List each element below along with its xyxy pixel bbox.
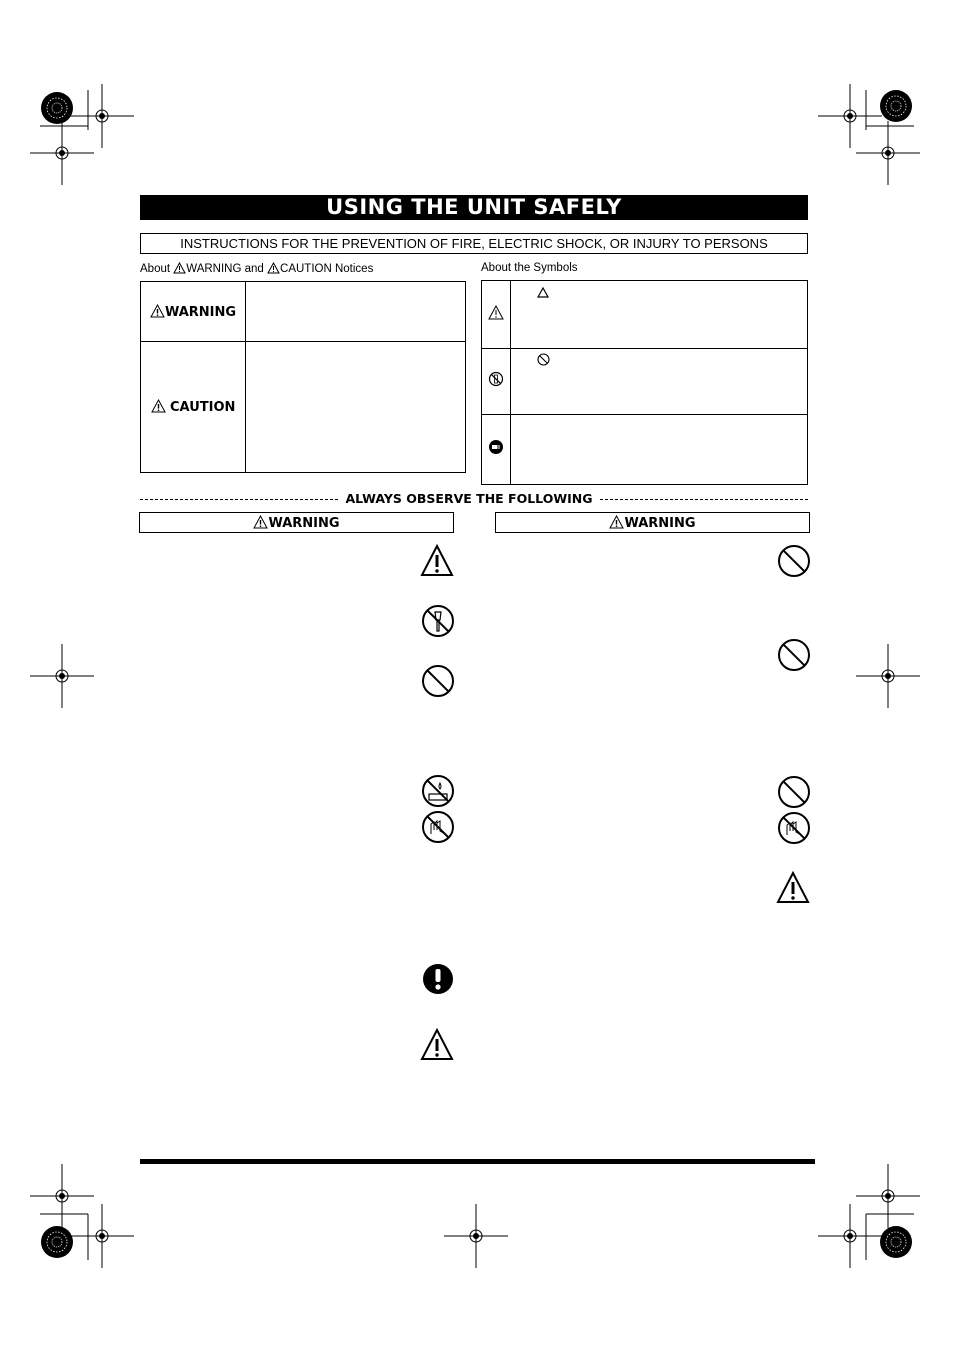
symbol-row-1-text: [511, 281, 808, 349]
symbol-row-2-text: [511, 349, 808, 415]
prohibited-disassemble-icon: [488, 371, 504, 387]
no-water-icon: [421, 774, 455, 808]
right-warning-label: WARNING: [624, 516, 696, 531]
caution-triangle-icon: [488, 305, 504, 320]
caution-triangle-icon: [420, 1028, 454, 1062]
no-wet-hands-icon: [777, 811, 811, 845]
symbol-row-2-icon-cell: [482, 349, 511, 415]
unplug-icon: [488, 439, 504, 455]
instructions-banner: INSTRUCTIONS FOR THE PREVENTION OF FIRE, ELECTRIC SHOCK, OR INJURY TO PERSONS: [140, 233, 808, 254]
symbols-heading: About the Symbols: [481, 262, 578, 274]
warning-triangle-icon: [173, 262, 186, 274]
warning-description-cell: [246, 282, 466, 342]
warning-label: WARNING: [164, 304, 237, 320]
left-warning-label: WARNING: [268, 516, 340, 531]
prohibited-icon: [777, 775, 811, 809]
no-disassemble-icon: [421, 604, 455, 638]
small-triangle-icon: [537, 287, 549, 298]
no-wet-hands-icon: [421, 810, 455, 844]
symbols-table: [481, 280, 808, 485]
caution-notice-cell: [141, 342, 246, 473]
footer-rule: [140, 1159, 815, 1164]
caution-triangle-icon: [420, 544, 454, 578]
small-prohibited-icon: [537, 353, 550, 366]
notices-about-and: and: [244, 263, 264, 275]
notices-heading: [140, 262, 373, 275]
page-title: USING THE UNIT SAFELY: [140, 195, 808, 220]
prohibited-icon: [777, 544, 811, 578]
warning-triangle-icon: [253, 515, 268, 529]
caution-description-cell: [246, 342, 466, 473]
warning-notice-cell: [141, 282, 246, 342]
mandatory-action-icon: [421, 962, 455, 996]
notices-about-suffix: Notices: [334, 263, 374, 275]
notices-about-warning: WARNING: [186, 263, 242, 275]
right-warning-header: [495, 512, 810, 533]
caution-triangle-icon: [267, 262, 280, 274]
prohibited-icon: [777, 638, 811, 672]
section-title: ALWAYS OBSERVE THE FOLLOWING: [338, 491, 600, 507]
symbol-row-3-text: [511, 415, 808, 485]
caution-triangle-icon: [151, 399, 166, 413]
caution-triangle-icon: [776, 871, 810, 905]
symbol-row-1-icon-cell: [482, 281, 511, 349]
warning-triangle-icon: [609, 515, 624, 529]
notices-about-prefix: About: [140, 263, 171, 275]
left-warning-header: [139, 512, 454, 533]
notices-table: [140, 281, 466, 473]
prohibited-icon: [421, 664, 455, 698]
symbol-row-3-icon-cell: [482, 415, 511, 485]
notices-about-caution: CAUTION: [280, 263, 332, 275]
warning-triangle-icon: [150, 304, 165, 318]
caution-label: CAUTION: [170, 400, 236, 415]
